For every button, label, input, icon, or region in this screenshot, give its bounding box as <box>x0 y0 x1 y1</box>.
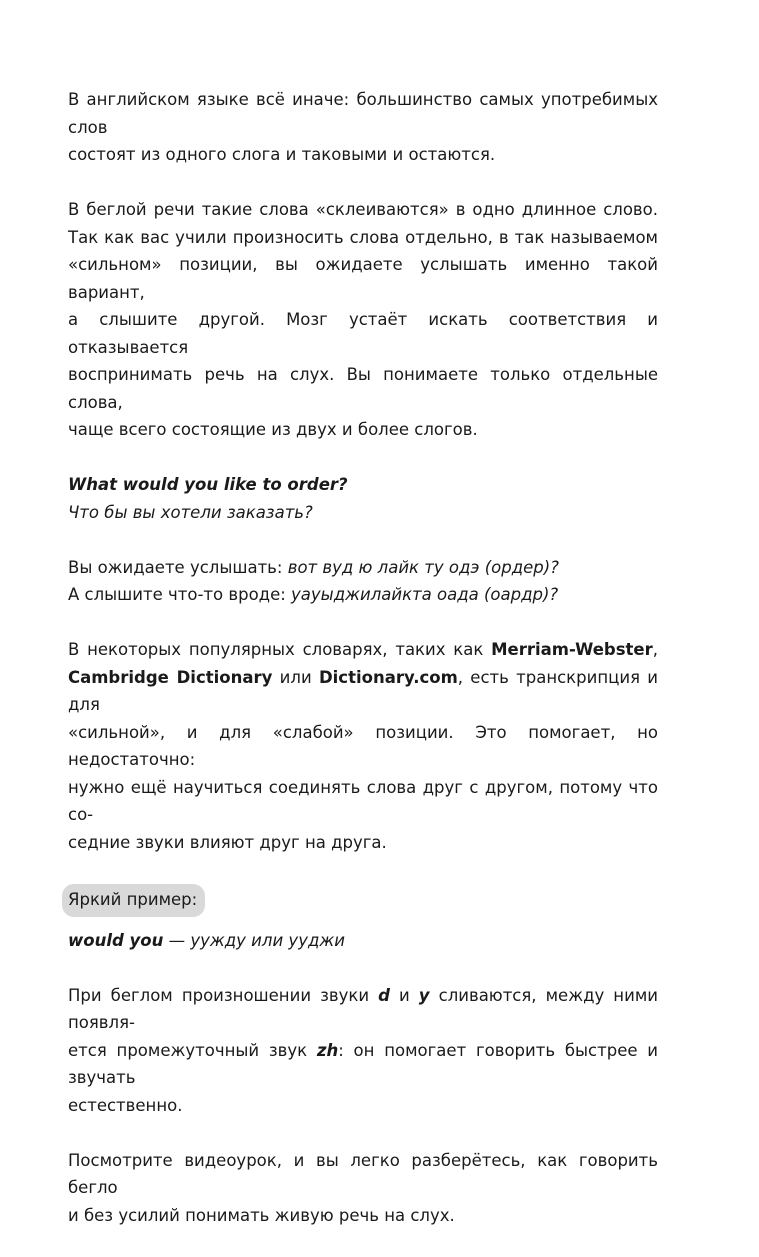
example-badge-wrap <box>68 884 658 917</box>
text-line: В английском языке всё иначе: большинство самых употребимых слов <box>68 90 658 137</box>
text-line <box>68 664 658 719</box>
paragraph-fluent-speech <box>68 196 658 444</box>
text-fragment: В некоторых популярных словарях, таких как <box>68 640 492 659</box>
sound-d: d <box>378 985 390 1005</box>
expected-label: Вы ожидаете услышать: <box>68 557 288 577</box>
expected-line <box>68 554 658 582</box>
text-line: «сильном» позиции, вы ожидаете услышать именно такой вариант, <box>68 255 658 302</box>
text-line: Посмотрите видеоурок, и вы легко разберётесь, как говорить бегло <box>68 1150 658 1197</box>
example-phrase-block <box>68 471 658 526</box>
text-line: Так как вас учили произносить слова отдельно, в так называемом <box>68 227 658 247</box>
example-phrase: would you <box>68 930 164 950</box>
text-line: а слышите другой. Мозг устаёт искать соответствия и отказывается <box>68 310 658 357</box>
text-line: нужно ещё научиться соединять слова друг с другом, потому что со- <box>68 777 658 824</box>
text-fragment: или <box>272 667 319 687</box>
expectation-block <box>68 554 658 609</box>
sound-zh: zh <box>316 1040 339 1060</box>
text-line <box>68 1037 658 1092</box>
example-badge: Яркий пример: <box>62 884 205 917</box>
text-line: воспринимать речь на слух. Вы понимаете только отдельные слова, <box>68 365 658 412</box>
expected-value: вот вуд ю лайк ту одэ (ордер)? <box>287 557 559 577</box>
dictionary-cambridge: Cambridge Dictionary <box>68 667 273 687</box>
page-content <box>68 86 658 1257</box>
text-fragment: и <box>389 985 419 1005</box>
text-line <box>68 636 658 664</box>
dash: — <box>163 930 191 950</box>
example-english: What would you like to order? <box>68 475 348 494</box>
dictionary-dictionary-com: Dictionary.com <box>318 667 458 687</box>
heard-label: А слышите что-то вроде: <box>68 585 292 604</box>
heard-line <box>68 581 658 609</box>
text-fragment: : он помогает говорить быстрее и звучать <box>68 1040 658 1087</box>
text-line: состоят из одного слога и таковыми и остаются. <box>68 145 496 164</box>
paragraph-video-lesson <box>68 1147 658 1230</box>
paragraph-dictionaries <box>68 636 658 856</box>
text-fragment: , есть транскрипция и для <box>68 667 659 714</box>
heard-value: уауыджилайкта оада (оардр)? <box>291 585 559 604</box>
text-fragment: , <box>652 640 658 659</box>
text-fragment: При беглом произношении звуки <box>68 985 379 1005</box>
paragraph-sounds <box>68 982 658 1120</box>
text-line: «сильной», и для «слабой» позиции. Это помогает, но недостаточно: <box>68 722 658 769</box>
dictionary-merriam-webster: Merriam-Webster <box>491 640 653 659</box>
sound-y: y <box>418 985 430 1005</box>
text-fragment: ется промежуточный звук <box>68 1040 317 1060</box>
paragraph-intro <box>68 86 658 169</box>
text-line: В беглой речи такие слова «склеиваются» в одно длинное слово. <box>68 200 658 219</box>
text-line: и без усилий понимать живую речь на слух. <box>68 1205 455 1225</box>
text-line <box>68 927 658 955</box>
example-would-you <box>68 927 658 955</box>
text-line: чаще всего состоящие из двух и более слогов. <box>68 420 478 439</box>
example-russian: Что бы вы хотели заказать? <box>68 502 313 522</box>
text-fragment: сливаются, между ними появля- <box>68 985 658 1032</box>
example-variants: уужду или ууджи <box>190 930 345 950</box>
text-line <box>68 982 658 1037</box>
text-line: седние звуки влияют друг на друга. <box>68 832 387 852</box>
text-line: естественно. <box>68 1095 183 1115</box>
